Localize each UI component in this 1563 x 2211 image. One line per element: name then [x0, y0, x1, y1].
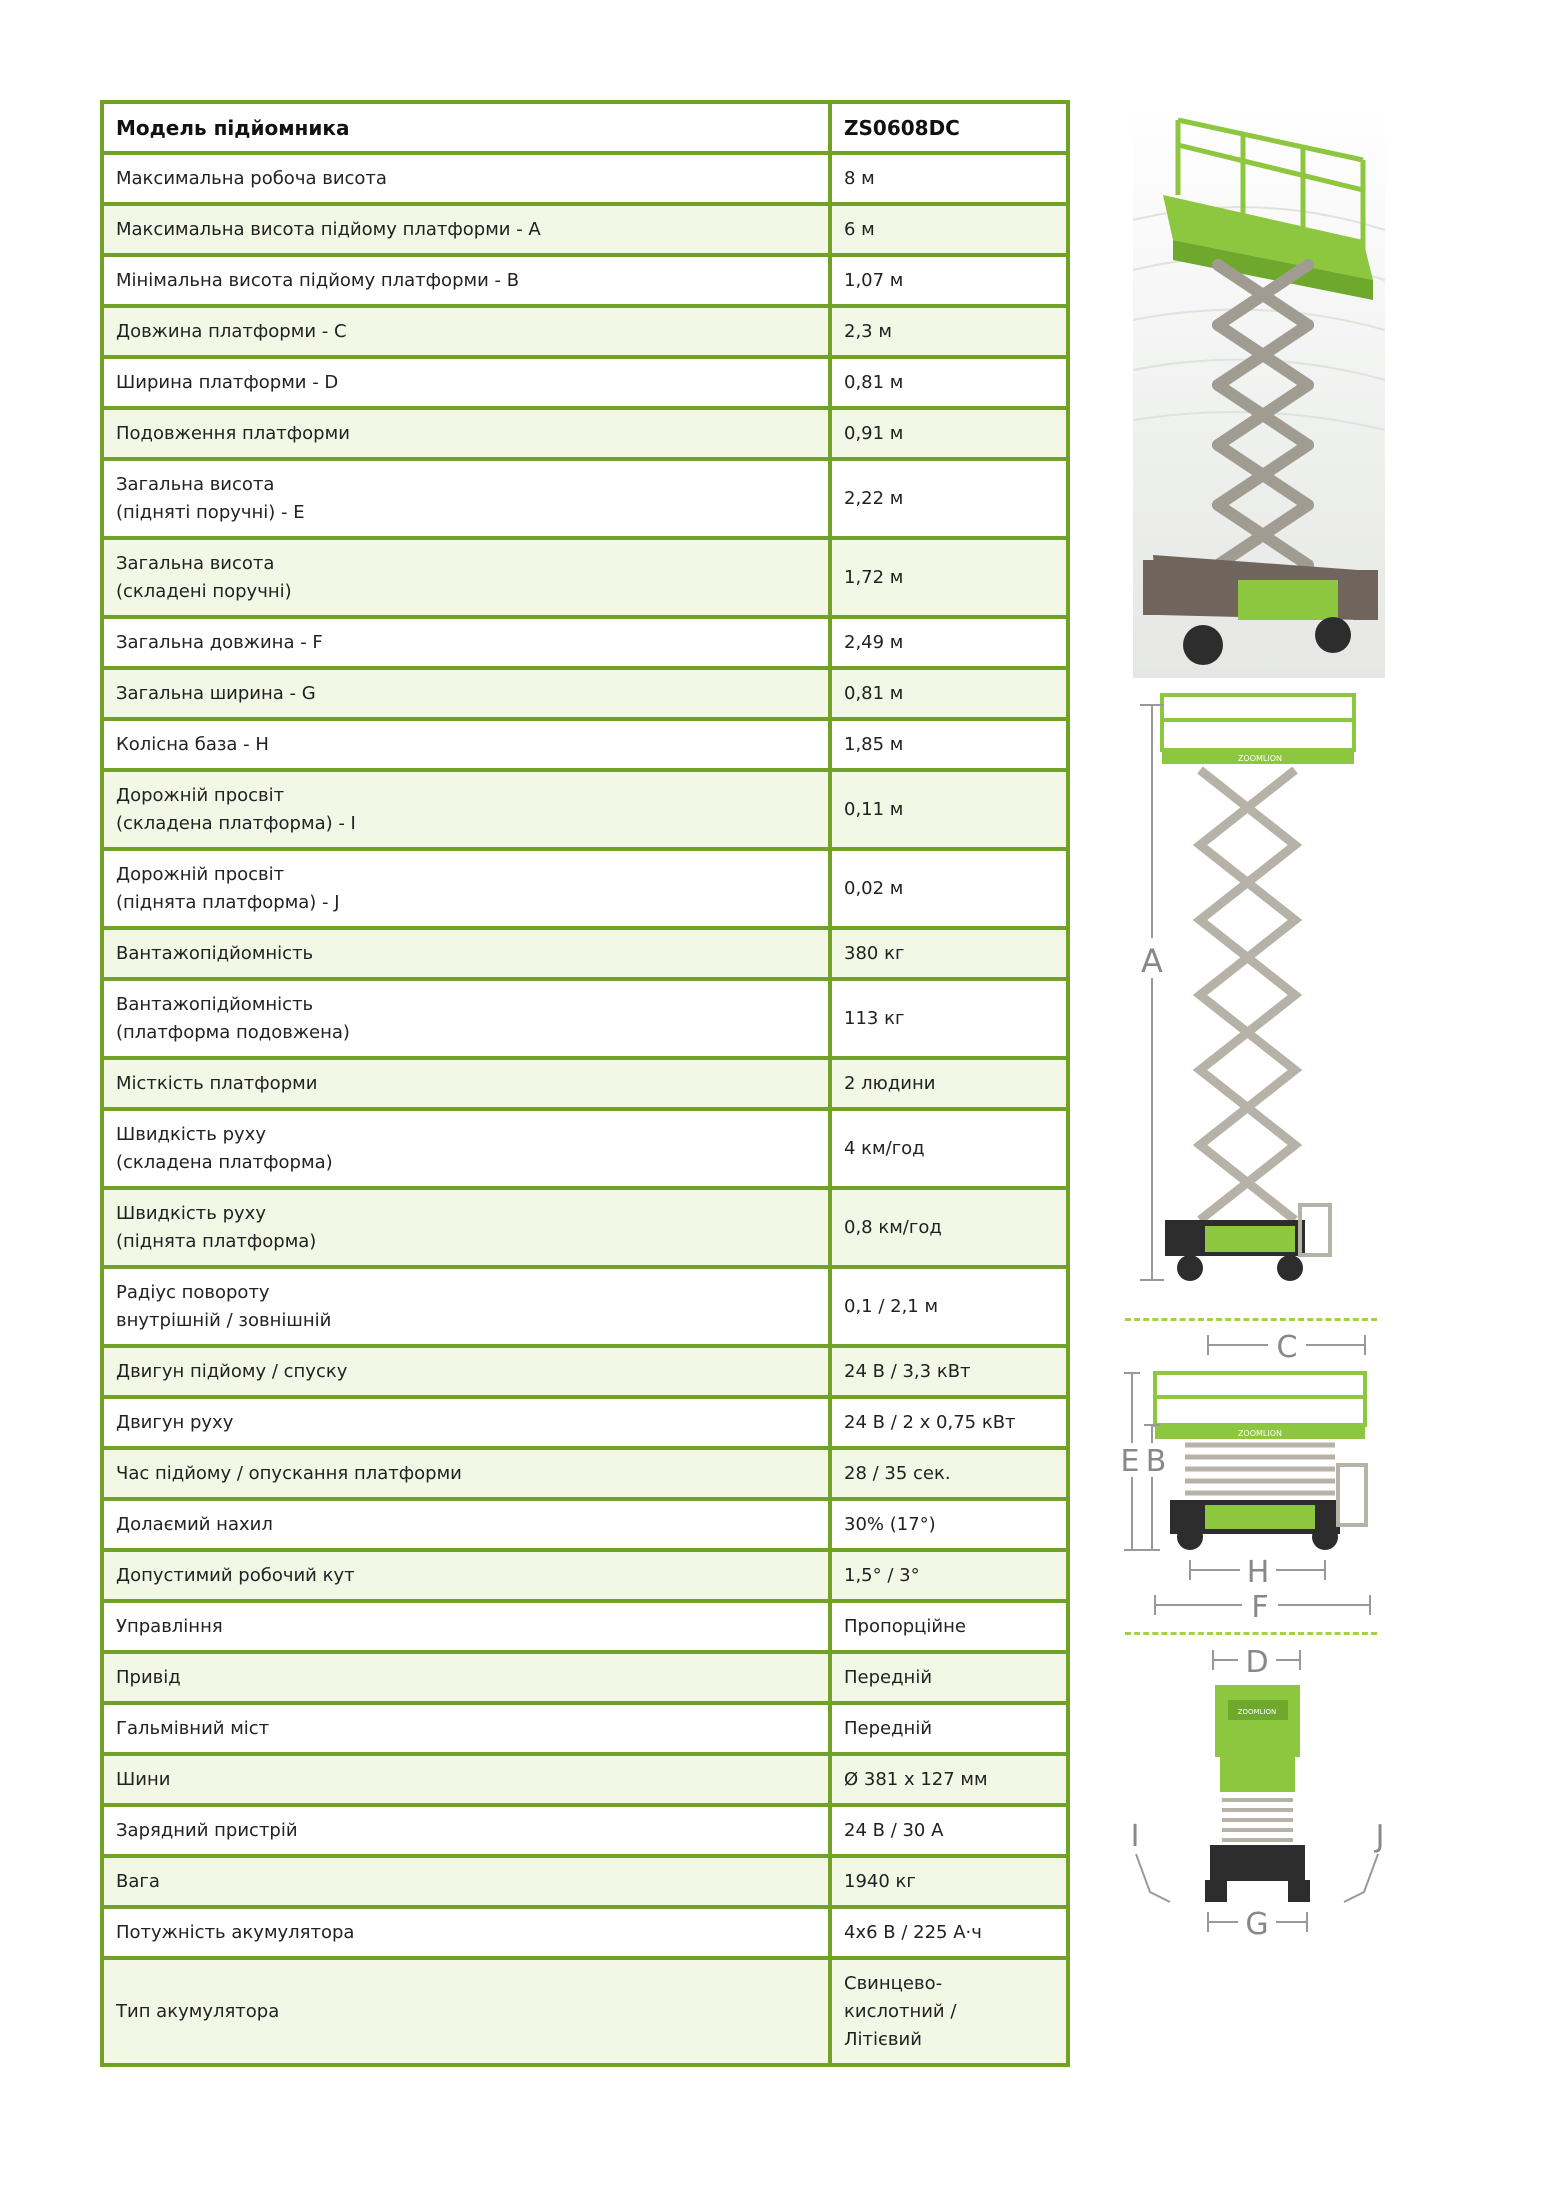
spec-table-body — [102, 102, 1068, 2065]
spec-label: Максимальна робоча висота — [102, 153, 830, 204]
spec-label: Колісна база - H — [102, 719, 830, 770]
spec-value: 2 людини — [830, 1058, 1068, 1109]
table-row — [102, 770, 1068, 849]
table-row — [102, 1267, 1068, 1346]
spec-value: 0,1 / 2,1 м — [830, 1267, 1068, 1346]
table-row — [102, 1652, 1068, 1703]
spec-label: Двигун підйому / спуску — [102, 1346, 830, 1397]
spec-value: 0,91 м — [830, 408, 1068, 459]
spec-label: Мінімальна висота підйому платформи - B — [102, 255, 830, 306]
label-j: J — [1375, 1819, 1385, 1854]
logo-text-side: ZOOMLION — [1237, 1429, 1283, 1438]
divider — [1125, 1318, 1377, 1321]
spec-label: Час підйому / опускання платформи — [102, 1448, 830, 1499]
spec-label: Загальна довжина - F — [102, 617, 830, 668]
width-diagram — [1110, 1640, 1410, 1950]
table-row — [102, 306, 1068, 357]
spec-label: Допустимий робочий кут — [102, 1550, 830, 1601]
spec-label: Потужність акумулятора — [102, 1907, 830, 1958]
spec-label: Загальна ширина - G — [102, 668, 830, 719]
table-row — [102, 1958, 1068, 2065]
spec-value: 0,8 км/год — [830, 1188, 1068, 1267]
table-row — [102, 1754, 1068, 1805]
label-b: B — [1145, 1444, 1167, 1479]
table-row — [102, 928, 1068, 979]
spec-label: Зарядний пристрій — [102, 1805, 830, 1856]
label-e: E — [1120, 1444, 1140, 1479]
spec-value: 30% (17°) — [830, 1499, 1068, 1550]
spec-value: 6 м — [830, 204, 1068, 255]
spec-label: Двигун руху — [102, 1397, 830, 1448]
spec-value: 2,49 м — [830, 617, 1068, 668]
table-row — [102, 357, 1068, 408]
model-value: ZS0608DC — [830, 102, 1068, 153]
spec-value: 0,11 м — [830, 770, 1068, 849]
label-a: A — [1141, 942, 1163, 980]
label-i: I — [1130, 1819, 1140, 1854]
table-row — [102, 719, 1068, 770]
table-row — [102, 1448, 1068, 1499]
spec-value: Передній — [830, 1703, 1068, 1754]
spec-value: 1,5° / 3° — [830, 1550, 1068, 1601]
spec-label: Вага — [102, 1856, 830, 1907]
spec-label: Долаємий нахил — [102, 1499, 830, 1550]
logo-text-front: ZOOMLION — [1237, 1708, 1277, 1716]
product-photo — [1133, 100, 1385, 678]
spec-value: 2,22 м — [830, 459, 1068, 538]
spec-value: 24 В / 2 х 0,75 кВт — [830, 1397, 1068, 1448]
spec-value: 1940 кг — [830, 1856, 1068, 1907]
spec-label: Шини — [102, 1754, 830, 1805]
spec-label: Вантажопідйомність (платформа подовжена) — [102, 979, 830, 1058]
spec-label: Дорожній просвіт (складена платформа) - I — [102, 770, 830, 849]
spec-value: 113 кг — [830, 979, 1068, 1058]
table-row — [102, 617, 1068, 668]
table-row — [102, 459, 1068, 538]
spec-value: 0,02 м — [830, 849, 1068, 928]
table-row — [102, 1499, 1068, 1550]
table-row — [102, 1550, 1068, 1601]
label-f: F — [1251, 1590, 1269, 1625]
spec-value: 380 кг — [830, 928, 1068, 979]
spec-label: Тип акумулятора — [102, 1958, 830, 2065]
spec-value: 1,85 м — [830, 719, 1068, 770]
model-label: Модель підйомника — [102, 102, 830, 153]
height-diagram — [1110, 690, 1410, 1310]
table-row — [102, 153, 1068, 204]
spec-label: Гальмівний міст — [102, 1703, 830, 1754]
spec-value: 1,07 м — [830, 255, 1068, 306]
table-row — [102, 1907, 1068, 1958]
spec-label: Управління — [102, 1601, 830, 1652]
label-h: H — [1246, 1555, 1270, 1590]
spec-label: Привід — [102, 1652, 830, 1703]
spec-label: Максимальна висота підйому платформи - A — [102, 204, 830, 255]
table-row — [102, 668, 1068, 719]
spec-label: Швидкість руху (складена платформа) — [102, 1109, 830, 1188]
spec-value: 1,72 м — [830, 538, 1068, 617]
spec-table — [100, 100, 1070, 2067]
spec-value: 8 м — [830, 153, 1068, 204]
spec-label: Місткість платформи — [102, 1058, 830, 1109]
spec-label: Загальна висота (складені поручні) — [102, 538, 830, 617]
divider-2 — [1125, 1632, 1377, 1635]
spec-label: Подовження платформи — [102, 408, 830, 459]
table-row — [102, 538, 1068, 617]
table-row — [102, 255, 1068, 306]
table-row — [102, 1188, 1068, 1267]
spec-value: 2,3 м — [830, 306, 1068, 357]
logo-text: ZOOMLION — [1237, 754, 1283, 763]
table-row — [102, 1805, 1068, 1856]
table-row — [102, 849, 1068, 928]
spec-label: Радіус повороту внутрішній / зовнішній — [102, 1267, 830, 1346]
table-row — [102, 408, 1068, 459]
table-row — [102, 1109, 1068, 1188]
spec-label: Дорожній просвіт (піднята платформа) - J — [102, 849, 830, 928]
spec-value: 0,81 м — [830, 668, 1068, 719]
label-d: D — [1245, 1645, 1269, 1680]
label-g: G — [1245, 1907, 1269, 1942]
spec-value: 0,81 м — [830, 357, 1068, 408]
table-row — [102, 1703, 1068, 1754]
spec-value: Передній — [830, 1652, 1068, 1703]
spec-value: Ø 381 х 127 мм — [830, 1754, 1068, 1805]
table-row — [102, 1856, 1068, 1907]
table-row — [102, 1601, 1068, 1652]
table-header-row — [102, 102, 1068, 153]
spec-value: 4 км/год — [830, 1109, 1068, 1188]
spec-label: Довжина платформи - C — [102, 306, 830, 357]
spec-label: Вантажопідйомність — [102, 928, 830, 979]
spec-value: 4х6 В / 225 А·ч — [830, 1907, 1068, 1958]
table-row — [102, 979, 1068, 1058]
spec-value: 28 / 35 сек. — [830, 1448, 1068, 1499]
spec-value: Свинцево- кислотний / Літієвий — [830, 1958, 1068, 2065]
spec-label: Швидкість руху (піднята платформа) — [102, 1188, 830, 1267]
table-row — [102, 1346, 1068, 1397]
spec-value: 24 В / 30 А — [830, 1805, 1068, 1856]
spec-value: 24 В / 3,3 кВт — [830, 1346, 1068, 1397]
table-row — [102, 1397, 1068, 1448]
table-row — [102, 1058, 1068, 1109]
spec-value: Пропорційне — [830, 1601, 1068, 1652]
label-c: C — [1276, 1330, 1298, 1365]
spec-label: Загальна висота (підняті поручні) - E — [102, 459, 830, 538]
table-row — [102, 204, 1068, 255]
spec-label: Ширина платформи - D — [102, 357, 830, 408]
length-diagram — [1110, 1325, 1410, 1655]
